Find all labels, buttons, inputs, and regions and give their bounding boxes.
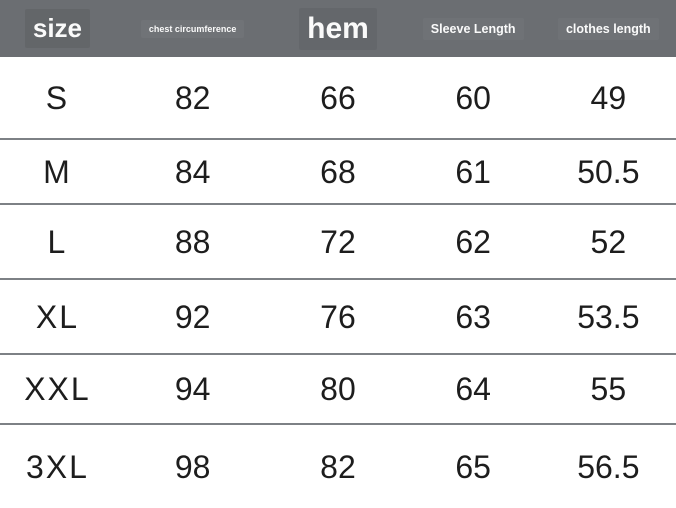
sleeve-cell: 62 <box>455 223 491 260</box>
hem-cell: 72 <box>320 223 356 260</box>
chest-cell: 88 <box>174 223 211 260</box>
size-cell: XXL <box>24 371 91 407</box>
col-header-hem <box>270 0 405 57</box>
clothes-length-cell: 50.5 <box>577 153 640 190</box>
chest-cell: 84 <box>174 153 211 190</box>
table-row-s <box>0 57 676 140</box>
clothes-length-cell: 55 <box>590 371 627 407</box>
sleeve-cell: 60 <box>455 79 491 116</box>
sleeve-cell: 65 <box>455 448 491 485</box>
hem-cell: 80 <box>320 371 356 407</box>
chest-cell: 82 <box>174 79 211 116</box>
size-cell: S <box>45 79 70 116</box>
clothes-length-cell: 52 <box>590 223 627 260</box>
hem-cell: 68 <box>320 153 356 190</box>
col-header-sleeve-length-label: Sleeve Length <box>423 18 524 40</box>
size-cell: M <box>43 153 72 190</box>
table-row-m <box>0 140 676 205</box>
table-row-l <box>0 205 676 280</box>
size-cell: 3XL <box>25 448 89 485</box>
table-header-row <box>0 0 676 57</box>
col-header-sleeve-length <box>406 0 541 57</box>
sleeve-cell: 64 <box>455 371 491 407</box>
size-cell: L <box>47 223 68 260</box>
chest-cell: 98 <box>174 448 211 485</box>
col-header-chest-circumference-label: chest circumference <box>141 20 245 38</box>
col-header-clothes-length <box>541 0 676 57</box>
table-row-xxl <box>0 355 676 425</box>
clothes-length-cell: 53.5 <box>577 298 640 335</box>
col-header-clothes-length-label: clothes length <box>558 18 659 40</box>
hem-cell: 76 <box>320 298 356 335</box>
size-cell: XL <box>35 298 80 335</box>
clothes-length-cell: 49 <box>590 79 627 116</box>
table-body <box>0 57 676 508</box>
chest-cell: 92 <box>174 298 211 335</box>
col-header-size-label: size <box>25 9 90 48</box>
hem-cell: 82 <box>320 448 356 485</box>
table-row-3xl <box>0 425 676 508</box>
hem-cell: 66 <box>320 79 356 116</box>
chest-cell: 94 <box>174 371 211 407</box>
col-header-chest-circumference <box>115 0 270 57</box>
sleeve-cell: 63 <box>455 298 491 335</box>
table-row-xl <box>0 280 676 355</box>
col-header-size <box>0 0 115 57</box>
col-header-hem-label: hem <box>299 8 377 50</box>
clothes-length-cell: 56.5 <box>577 448 640 485</box>
sleeve-cell: 61 <box>455 153 491 190</box>
